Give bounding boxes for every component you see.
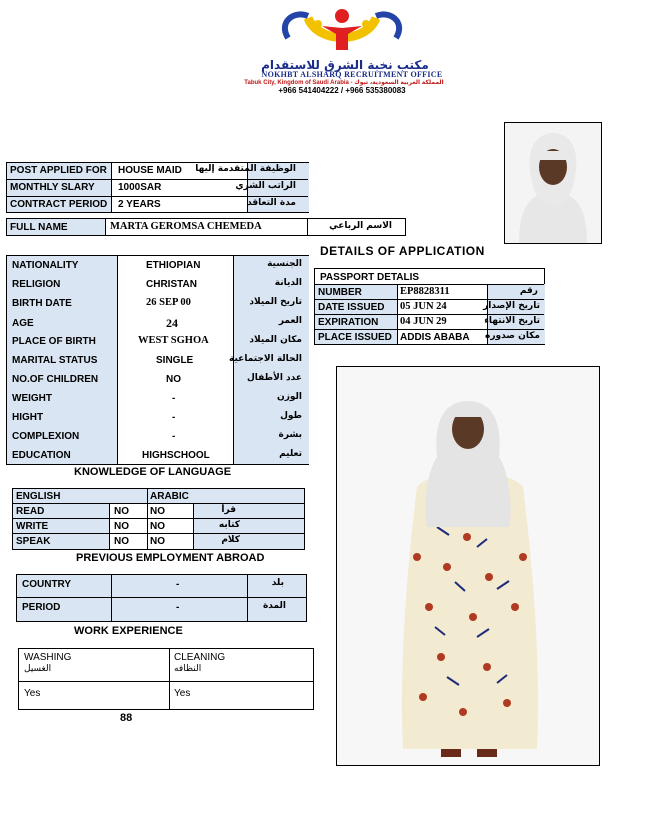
post-applied-value: HOUSE MAID <box>118 165 182 176</box>
read-arabic-label: قرأ <box>221 505 236 515</box>
language-title: KNOWLEDGE OF LANGUAGE <box>74 466 232 478</box>
speak-arabic-label: كلام <box>221 535 240 545</box>
children-arabic: عدد الأطفال <box>246 373 302 383</box>
work-experience-title: WORK EXPERIENCE <box>74 625 183 637</box>
monthly-salary-arabic: الراتب الشري <box>235 181 296 191</box>
washing-arabic: الغسيل <box>24 664 52 674</box>
washing-label: WASHING <box>24 652 72 663</box>
speak-label: SPEAK <box>16 536 51 547</box>
complexion-value: - <box>172 431 176 442</box>
complexion-arabic: بشرة <box>278 430 302 440</box>
read-label: READ <box>16 506 45 517</box>
write-english-value: NO <box>114 521 129 532</box>
education-arabic: تعليم <box>279 449 302 459</box>
religion-arabic: الديانة <box>274 278 302 288</box>
place-issued-label: PLACE ISSUED <box>318 332 392 343</box>
full-name-value: MARTA GEROMSA CHEMEDA <box>110 221 262 232</box>
place-of-birth-value: WEST SGHOA <box>138 335 209 346</box>
children-label: NO.OF CHILDREN <box>12 374 99 385</box>
country-label: COUNTRY <box>22 579 72 590</box>
nationality-arabic: الجنسية <box>267 259 302 269</box>
date-issued-label: DATE ISSUED <box>318 302 385 313</box>
office-logo <box>268 4 416 64</box>
full-name-arabic: الاسم الرباعي <box>329 221 392 231</box>
read-english-value: NO <box>114 506 129 517</box>
weight-label: WEIGHT <box>12 393 52 404</box>
weight-arabic: الوزن <box>277 392 302 402</box>
age-arabic: العمر <box>278 316 302 326</box>
speak-english-value: NO <box>114 536 129 547</box>
speak-arabic-value: NO <box>150 536 165 547</box>
cleaning-arabic: النظافه <box>174 664 202 674</box>
post-applied-arabic: الوظيفة المتقدمة إليها <box>195 164 296 174</box>
date-issued-arabic: تاريخ الإصدار <box>483 301 540 311</box>
arabic-column-header: ARABIC <box>150 491 189 502</box>
office-name-english: NOKHBT ALSHARQ RECRUITMENT OFFICE <box>261 70 443 79</box>
place-issued-value: ADDIS ABABA <box>400 332 470 343</box>
period-label: PERIOD <box>22 602 61 613</box>
reference-number: 88 <box>120 712 133 724</box>
nationality-value: ETHIOPIAN <box>146 260 201 271</box>
contract-period-value: 2 YEARS <box>118 199 161 210</box>
country-value: - <box>176 579 180 590</box>
contract-period-label: CONTRACT PERIOD <box>10 199 108 210</box>
period-value: - <box>176 602 180 613</box>
height-arabic: طول <box>280 411 302 421</box>
passport-title: PASSPORT DETALIS <box>320 272 420 283</box>
write-arabic-value: NO <box>150 521 165 532</box>
monthly-salary-value: 1000SAR <box>118 182 162 193</box>
marital-status-value: SINGLE <box>156 355 194 366</box>
previous-employment-title: PREVIOUS EMPLOYMENT ABROAD <box>76 552 265 564</box>
write-arabic-label: كتابه <box>218 520 240 530</box>
expiration-arabic: تاريخ الانتهاء <box>484 316 540 326</box>
write-label: WRITE <box>16 521 49 532</box>
education-label: EDUCATION <box>12 450 71 461</box>
place-of-birth-label: PLACE OF BIRTH <box>12 336 96 347</box>
place-issued-arabic: مكان صدوره <box>485 331 540 341</box>
contract-period-arabic: مدة التعاقد <box>247 198 296 208</box>
full-name-label: FULL NAME <box>10 222 68 233</box>
expiration-label: EXPIRATION <box>318 317 379 328</box>
nationality-label: NATIONALITY <box>12 260 79 271</box>
date-issued-value: 05 JUN 24 <box>400 301 447 312</box>
height-label: HIGHT <box>12 412 44 423</box>
passport-number-label: NUMBER <box>318 287 362 298</box>
height-value: - <box>172 412 176 423</box>
marital-status-label: MARITAL STATUS <box>12 355 98 366</box>
office-location: Tabuk City, Kingdom of Saudi Arabia - المملكة العربية السعودية، تبوك <box>244 80 444 86</box>
period-arabic: المدة <box>262 601 286 611</box>
age-value: 24 <box>166 316 178 330</box>
office-name-arabic: مكتب نخبة الشرق للاستقدام <box>261 58 429 72</box>
birth-date-label: BIRTH DATE <box>12 298 72 309</box>
post-applied-label: POST APPLIED FOR <box>10 165 107 176</box>
age-label: AGE <box>12 318 34 329</box>
read-arabic-value: NO <box>150 506 165 517</box>
marital-status-arabic: الحالة الاجتماعية <box>229 354 302 364</box>
full-body-photo <box>336 366 600 766</box>
cleaning-value: Yes <box>174 688 191 699</box>
weight-value: - <box>172 393 176 404</box>
washing-value: Yes <box>24 688 41 699</box>
monthly-salary-label: MONTHLY SLARY <box>10 182 95 193</box>
religion-label: RELIGION <box>12 279 61 290</box>
education-value: HIGHSCHOOL <box>142 450 210 461</box>
place-of-birth-arabic: مكان الميلاد <box>249 335 302 345</box>
children-value: NO <box>166 374 181 385</box>
details-title: DETAILS OF APPLICATION <box>320 244 485 258</box>
complexion-label: COMPLEXION <box>12 431 80 442</box>
cleaning-label: CLEANING <box>174 652 226 663</box>
country-arabic: بلد <box>271 578 284 588</box>
english-column-header: ENGLISH <box>16 491 61 502</box>
birth-date-value: 26 SEP 00 <box>146 297 191 308</box>
portrait-photo <box>504 122 602 244</box>
passport-number-value: EP8828311 <box>400 286 450 297</box>
birth-date-arabic: تاريخ الميلاد <box>249 297 302 307</box>
expiration-value: 04 JUN 29 <box>400 316 447 327</box>
passport-number-arabic: رقم <box>519 286 538 296</box>
office-phones: +966 541404222 / +966 535380083 <box>278 86 406 95</box>
religion-value: CHRISTAN <box>146 279 197 290</box>
